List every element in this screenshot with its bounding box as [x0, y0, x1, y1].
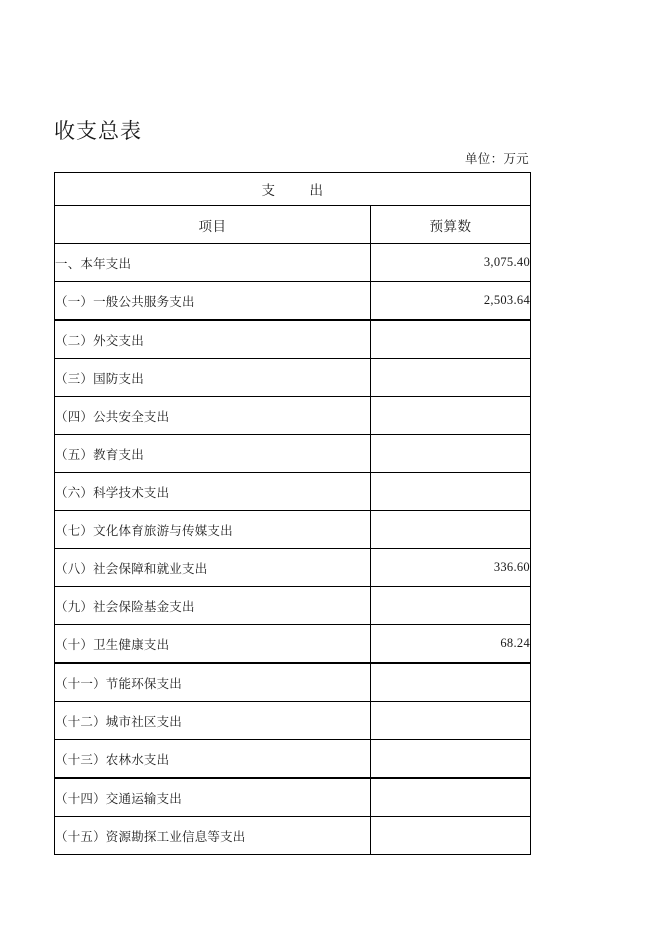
table-row — [55, 587, 531, 625]
row-value-amount — [371, 359, 531, 397]
row-item-label: （十二）城市社区支出 — [55, 702, 371, 740]
row-item-label: （五）教育支出 — [55, 435, 371, 473]
row-item-label: （十）卫生健康支出 — [55, 625, 371, 664]
row-value-amount — [371, 663, 531, 702]
table-row — [55, 663, 531, 702]
row-item-label: （四）公共安全支出 — [55, 397, 371, 435]
row-item-label: （十四）交通运输支出 — [55, 778, 371, 817]
table-section-header-row — [55, 173, 531, 206]
row-item-label: 一、本年支出 — [55, 244, 371, 282]
table-row — [55, 282, 531, 321]
row-item-label: （一）一般公共服务支出 — [55, 282, 371, 321]
row-item-label: （二）外交支出 — [55, 320, 371, 359]
section-header-cell — [55, 173, 531, 206]
unit-note: 单位：万元 — [464, 152, 529, 166]
column-header-value: 预算数 — [371, 206, 531, 244]
row-value-amount: 68.24 — [371, 625, 531, 664]
row-value-amount — [371, 778, 531, 817]
row-value-amount — [371, 435, 531, 473]
table-row — [55, 511, 531, 549]
row-value-amount — [371, 320, 531, 359]
row-item-label: （十一）节能环保支出 — [55, 663, 371, 702]
row-value-amount — [371, 587, 531, 625]
row-item-label: （七）文化体育旅游与传媒支出 — [55, 511, 371, 549]
table-row — [55, 778, 531, 817]
row-item-label: （十三）农林水支出 — [55, 740, 371, 779]
table-row — [55, 625, 531, 664]
section-header-left: 支 — [261, 183, 276, 198]
table-row — [55, 740, 531, 779]
row-item-label: （八）社会保障和就业支出 — [55, 549, 371, 587]
row-value-amount — [371, 473, 531, 511]
table-row — [55, 359, 531, 397]
row-item-label: （九）社会保险基金支出 — [55, 587, 371, 625]
row-value-amount — [371, 817, 531, 855]
table-row — [55, 244, 531, 282]
table-row — [55, 320, 531, 359]
page-title: 收支总表 — [54, 119, 142, 144]
column-header-item: 项目 — [55, 206, 371, 244]
row-item-label: （六）科学技术支出 — [55, 473, 371, 511]
table-row — [55, 473, 531, 511]
row-value-amount — [371, 397, 531, 435]
table-row — [55, 817, 531, 855]
budget-summary-table — [54, 172, 531, 855]
row-value-amount — [371, 702, 531, 740]
table-row — [55, 397, 531, 435]
table-column-header-row — [55, 206, 531, 244]
row-value-amount: 336.60 — [371, 549, 531, 587]
row-item-label: （十五）资源勘探工业信息等支出 — [55, 817, 371, 855]
row-value-amount: 2,503.64 — [371, 282, 531, 321]
table-row — [55, 702, 531, 740]
row-value-amount: 3,075.40 — [371, 244, 531, 282]
row-item-label: （三）国防支出 — [55, 359, 371, 397]
row-value-amount — [371, 740, 531, 779]
table-row — [55, 549, 531, 587]
section-header-right: 出 — [309, 183, 324, 198]
table-row — [55, 435, 531, 473]
row-value-amount — [371, 511, 531, 549]
